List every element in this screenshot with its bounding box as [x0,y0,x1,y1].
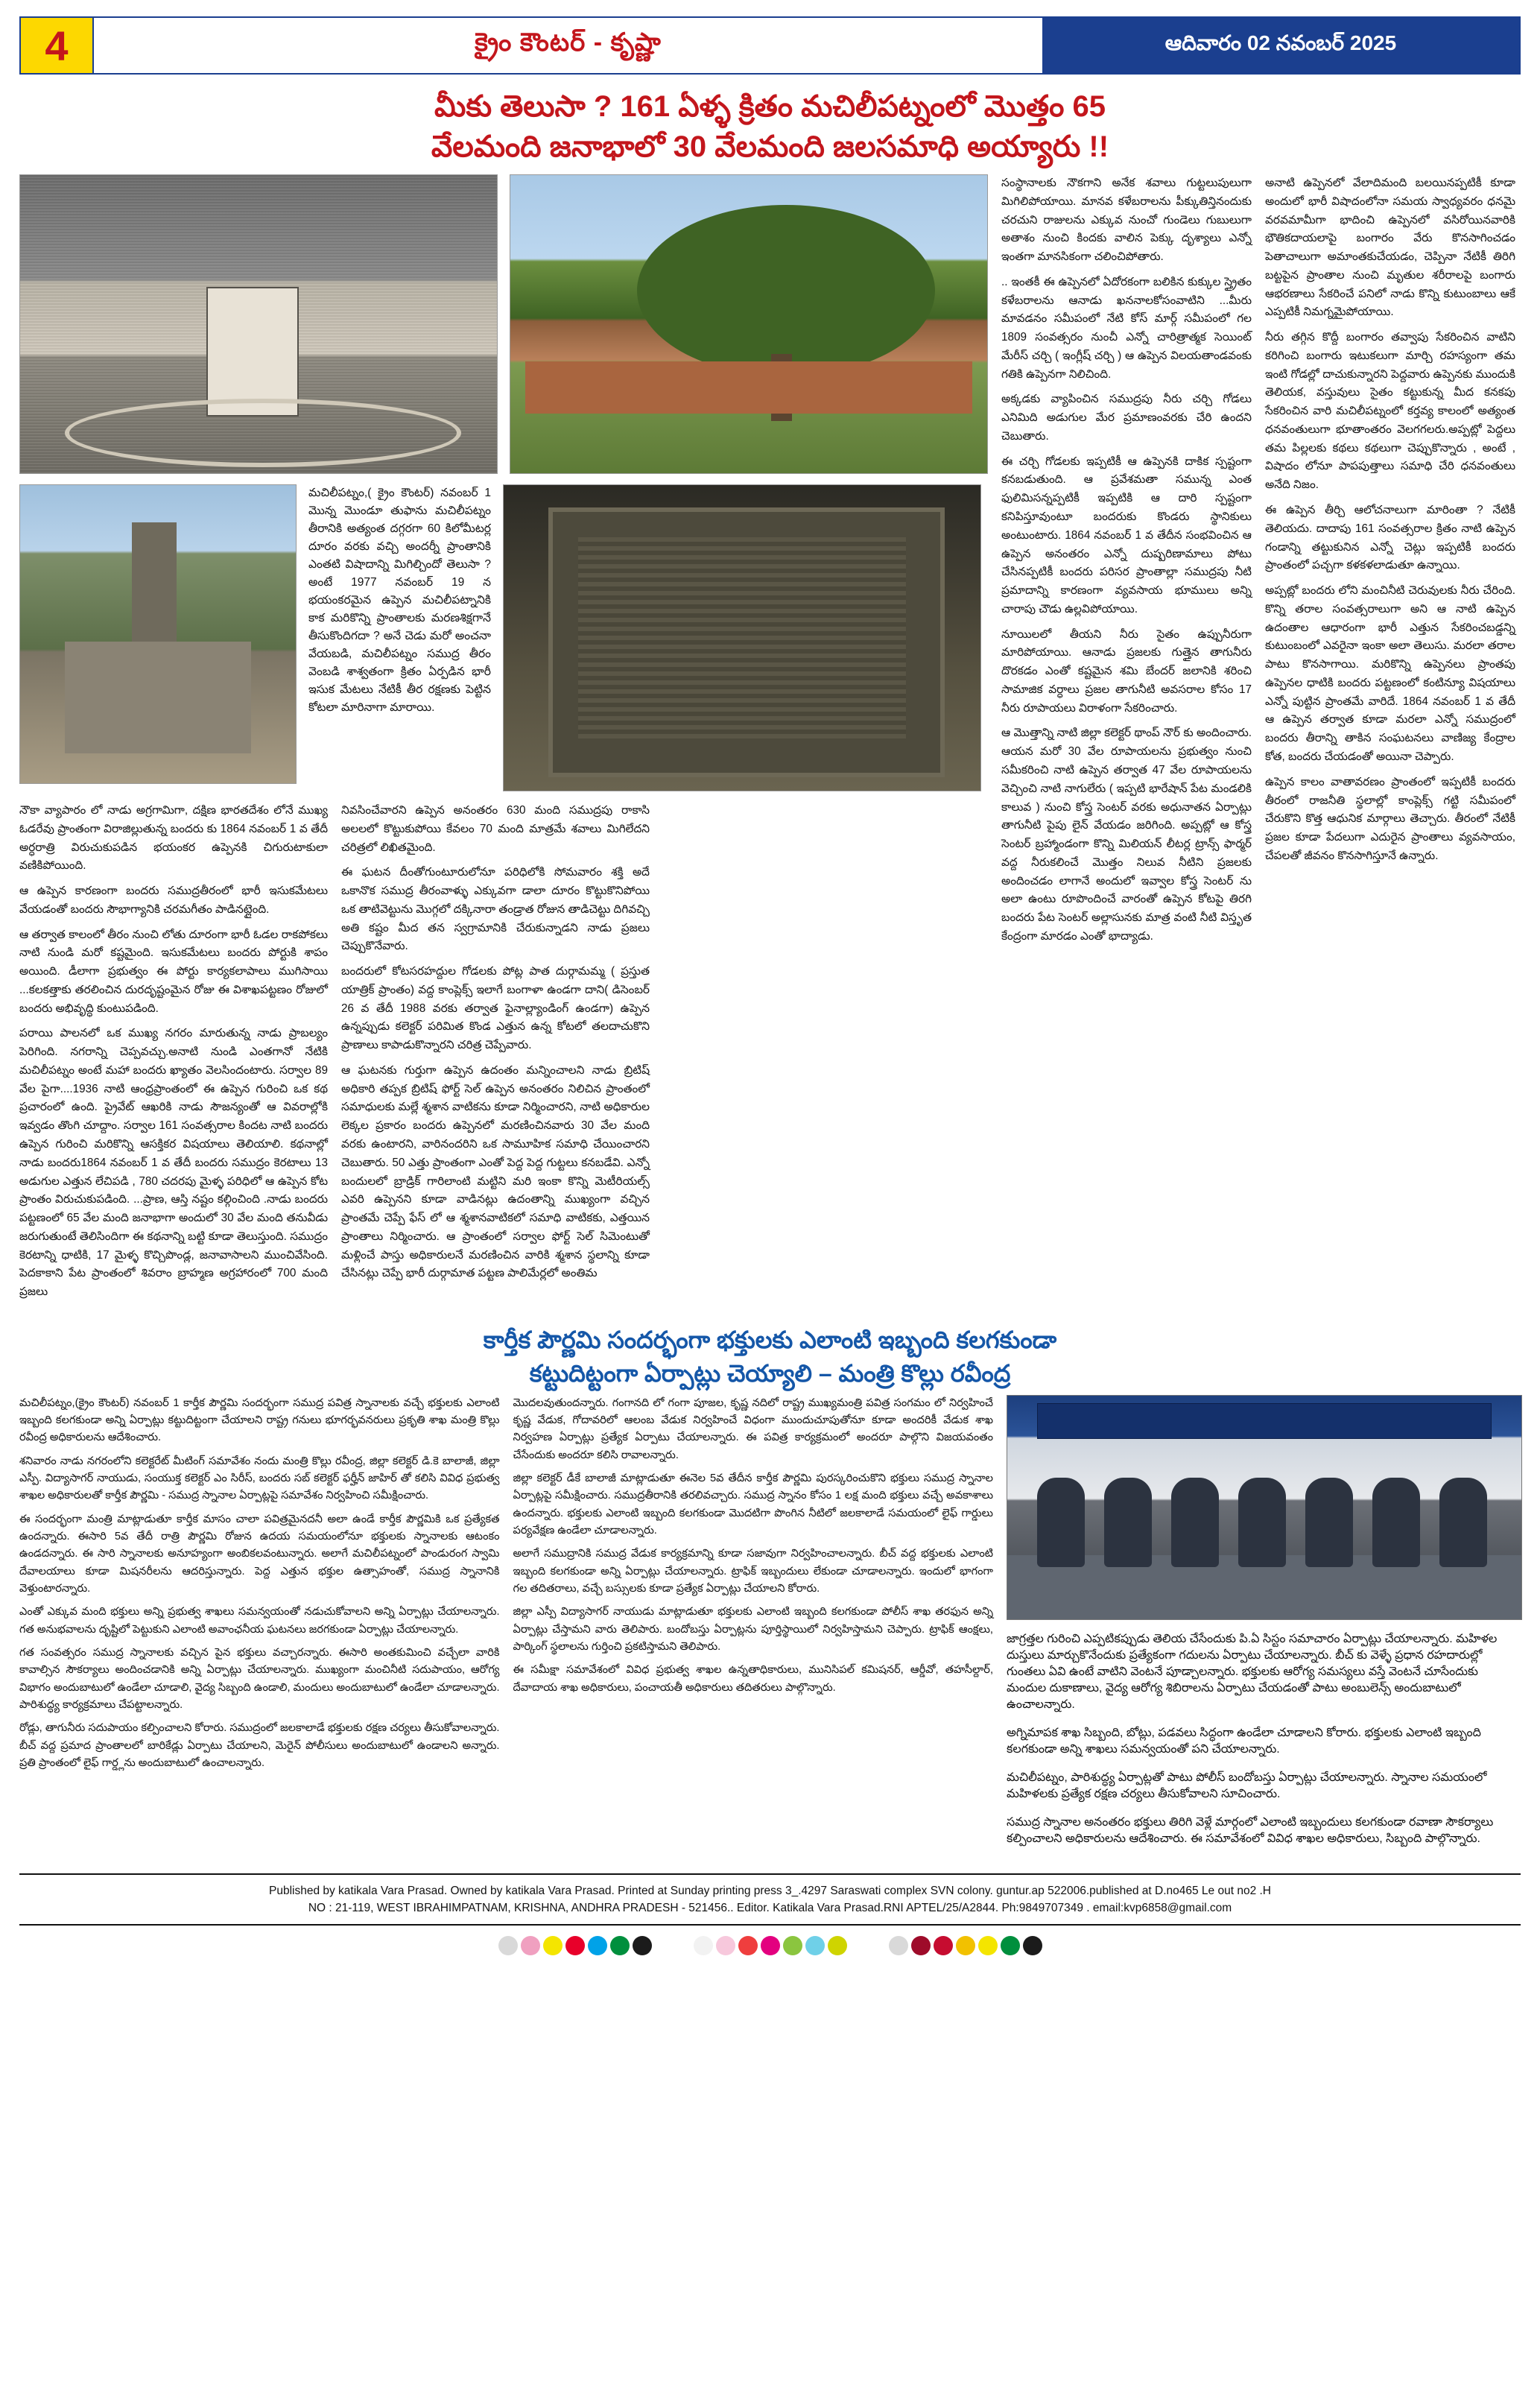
paragraph: పరాయి పాలనలో ఒక ముఖ్య నగరం మారుతున్న నాడు ప్రాబల్యం పెరిగింది. నగరాన్ని చెప్పవచ్చు.అనాటి నుండి ఎంతగానో నేటికి మచిలీపట్నం అంటే మహా బందరు ఖ్యాతం వెలసిందంటారు. సర్వాల 89 వేల పైగా....1936 నాటి ఆంధ్రప్రాంతంలో ఈ ఉప్పెన గురించి ఒక కథ ప్రచారంలో ఉంది. ప్రైవేట్ ఆఖరికి నాడు సౌజన్యంతో ఆ వివరాల్లోకి ఇవ్వడం తొంగి చూద్దాం. సర్వాల 161 సంవత్సరాల కిందట నాటి బందరు ఉప్పెన గురించి మరికొన్ని ఆసక్తికర విషయాలు తెలియాలి. కథనాల్లో నాడు బందరు1864 నవంబర్ 1 వ తేదీ బందరు సముద్రం కెరటాలు 13 అడుగుల ఎత్తున లేచిపడి , 780 చదరపు మైళ్ళ పరిధిలో ఆ ఉప్పెన కోట ప్రాంతం విరుచుకుపడింది. ...ప్రాణ, ఆస్తి నష్టం కల్గించింది .నాడు బందరు పట్టణంలో 65 వేల మంది జనాభాగా అందులో 30 వేల మంది తనువీడు జరుగుతుంటే తెలిసిందిగా ఈ కథనాన్ని బట్టి కూడా తెలుస్తుంది. సముద్రం కెరటాన్ని ధాటికి, 17 మైళ్ళ కొచ్చిపొండ్ల, జనావాసాలని ముంచివేసింది. పెదకాకాని పేట ప్రాంతంలో శివరాం బ్రాహ్మణ అగ్రహారంలో 700 మంది ప్రజలు [19,1027,328,1299]
paragraph: ఆ మొత్తాన్ని నాటి జిల్లా కలెక్టర్ థాంప్ నౌర్ కు అందించారు. ఆయన మరో 30 వేల రూపాయలను ప్రభుత్వం నుంచి సమీకరించి నాటి ఉప్పెన తర్వాత 47 వేల రూపాయలను వెచ్చించి నాటి నాగులేరు ( ఇప్పటి భారేషాన్ పేట మండలికి కాలువ ) నుంచి కోస్త్ర సెంటర్ వరకు అధునాతన ఏర్పాట్లు తాగునీటి పైపు లైన్ వేయడం జరిగింది. అప్పట్లో ఆ కోస్త్ర సెంటర్ బ్రహ్మాండంగా కొన్ని మిలియన్ లీటర్ల ట్రాన్స్ ఫార్మర్ వద్ద నీరుకలించే మొత్తం నిలువ నీటిని ప్రజలకు అందించడం లాగానే అందులో ఇవ్వాల కోస్త్ర సెంటర్ ను అలా ఉంటు రూపొందించే వారంతో ఉప్పెన కోటపై తిరగి బందరు పేట సెంటర్ అల్లాసునకు మాత్ర వంటి నీటి విస్తృత కేంద్రంగా మారడం ఎంతో భాద్యాడు. [1001,727,1252,943]
color-swatch [783,1936,802,1955]
main-headline [19,86,1521,167]
photo-row-top [19,174,988,474]
paragraph: ఈ ఘటన దీంతోగుంటూరులోనూ పరిధిలోకి సోమవారం శక్తి అదే ఒకానొక సముద్ర తీరంవాళ్ళు ఎక్కువగా డాలా దూరం కొట్టుకొనిపోయి ఒక తాటివెట్టును మొగ్గలో దక్కినారా తండ్రాత రోజున తాడిచెట్టు దిగివచ్చి అతి కష్టం మీద తన స్వగ్రామానికి చేరుకున్నాడని నాడు ప్రజలు చెప్పుకొనేవారు. [341,866,650,953]
left-column [19,174,988,1309]
page-number: 4 [21,18,94,73]
paragraph: ఎంతో ఎక్కువ మంది భక్తులు అన్ని ప్రభుత్వ శాఖలు సమన్వయంతో నడుచుకోవాలని అన్ని ఏర్పాట్లు చేయాలన్నారు. గత అనుభవాలను దృష్టిలో పెట్టుకుని ఎలాంటి అవాంఛనీయ ఘటనలు జరగకుండా ఏర్పాట్లు చేయాలన్నారు. [19,1606,500,1636]
paragraph: బందరులో కోటసరహద్దుల గోడలకు పోట్ల పాత దుర్గామమ్మ ( ప్రస్తుత యాత్రిక్ ప్రాంతం) వద్ద కాంప్లెక్స్ ఇలాగే బంగాళా ఉండగా దాని( డిసెంబర్ 26 వ తేదీ 1988 వరకు తర్వాత ఫైనాల్ల్యాండింగ్ ఉండగా) ఉప్పెన ఉన్నప్పుడు కలెక్టర్ పరిమిత కొండ ఎత్తున ఉన్న కోటలో తలదాచుకొని ప్రాణాలు కాపాడుకొన్నారని చరిత్ర చెప్పేవారు. [341,965,650,1052]
paragraph: నీరు తగ్గిన కొద్దీ బంగారం తవ్వాపు సేకరించిన వాటిని కరిగించి బంగారు ఇటుకలుగా మార్చి రహస్యంగా తమ ఇంటి గోడల్లో దాచుకున్నారని పెద్దవారు ఉప్పెనకు ముందుకి తెలియక, వస్తువులు సైతం కట్టుకున్న మీద కనకపు సేకరించిన వారి మచిలీపట్నంలో కర్తవ్య కాలంలో అత్యంత ధనవంతులుగా భూతాంతరం వెలగగలరు.అప్పట్లో పెద్దలు తమ పిల్లలకు కథలు కథలుగా చెప్పుకొన్నారు , అంటే , విషాదం లోనూ పాపపుత్తాలు సమాధి చేరి ధనవంతులు అనేది నిజం. [1265,331,1515,492]
section2-headline-line-2: కట్టుదిట్టంగా ఏర్పాట్లు చెయ్యాలి – మంత్రి కొల్లు రవీంద్ర [529,1359,1011,1387]
body-column-1 [19,802,328,1309]
right-column [1001,174,1515,953]
color-swatch [978,1936,998,1955]
paragraph: శనివారం నాడు నగరంలోని కలెక్టరేట్ మీటింగ్ సమావేశం నందు మంత్రి కొల్లు రవీంద్ర, జిల్లా కలెక్టర్ డి.కె బాలాజీ, జిల్లా ఎస్పీ. విద్యాసాగర్ నాయుడు, సంయుక్త కలెక్టర్ ఎం సిరీస్, బందరు సబ్ కలెక్టర్ ఫర్హీన్ జాహిర్ తో కలిసి వివిధ ప్రభుత్వ శాఖల అధికారులతో కార్తీక పౌర్ణమి - సముద్ర స్నానాల ఏర్పాట్లపై సమావేశం నిర్వహించి సమీక్షించారు. [19,1455,500,1502]
paragraph: సంస్థానాలకు నౌకగాని అనేక శవాలు గుట్టలుపులుగా మిగిలిపోయాయి. మానవ కళేబరాలను పీక్కుతిన్తినందుకు చరచుని రాజులను ఎక్కువ నుంచో గుండెలు గుబులుగా అతాశం నుంచి కిందకు వాలిన పెక్కు దృశ్యాలు ఎన్నో ఇంతగా మానసికంగా చలించిపోతారు. [1001,177,1252,264]
paragraph: అక్కడకు వ్యాపించిన సముద్రపు నీరు చర్చి గోడలు ఎనిమిది అడుగుల మేర ప్రమాణంవరకు చేరి ఉందని చెబుతారు. [1001,393,1252,443]
color-swatch [934,1936,953,1955]
paragraph: అగ్నిమాపక శాఖ సిబ్బంది, బోట్లు, పడవలు సిద్ధంగా ఉండేలా చూడాలని కోరారు. భక్తులకు ఎలాంటి ఇబ్బంది కలగకుండా అన్ని శాఖలు సమన్వయంతో పని చేయాలన్నారు. [1007,1726,1481,1756]
color-swatch [911,1936,931,1955]
big-tree-and-building-photo [510,174,988,474]
paragraph: అలాగే సముద్రానికి సముద్ర వేడుక కార్యక్రమాన్ని కూడా సజావుగా నిర్వహించాలన్నారు. బీచ్ వద్ద భక్తులకు ఎలాంటి ఇబ్బంది కలగకుండా అన్ని ఏర్పాట్లు చేయాలన్నారు. ట్రాఫిక్ ఇబ్బందులు లేకుండా చూడాలన్నారు. ఇందులో భాగంగా గల తదితరాలు, వచ్చే బస్సులకు కూడా ప్రత్యేక ఏర్పాట్లు చేయాలని కోరారు. [513,1548,993,1595]
footer-imprint [19,1873,1521,1926]
color-swatch [1023,1936,1042,1955]
person-shape [1305,1478,1353,1567]
paragraph: జిల్లా కలెక్టర్ డీకే బాలాజీ మాట్లాడుతూ ఈనెల 5వ తేదీన కార్తీక పౌర్ణమి పురస్కరించుకొని భక్తులు సముద్ర స్నానాల ఏర్పాట్లపై సమీక్షించారు. సముద్రతీరానికి తరలివచ్చారు. సముద్ర స్నానం కోసం 1 లక్ష మంది భక్తులు వచ్చే అవకాశాలు ఉందన్నారు. భక్తులకు ఎలాంటి ఇబ్బంది కలగకుండా మొదటిగా పొంగిన నీటిలో జలకాలాడే సమయంలో లైఫ్ గార్డులు పర్యవేక్షణ ఉండేలా చూడాలన్నారు. [513,1472,993,1537]
swatch-group-1 [498,1936,652,1955]
person-shape [1238,1478,1286,1567]
paragraph: రోడ్లు, తాగునీరు సదుపాయం కల్పించాలని కోరారు. సముద్రంలో జలకాలాడే భక్తులకు రక్షణ చర్యలు తీసుకోవాలన్నారు. బీచ్ వద్ద ప్రమాద ప్రాంతాలలో బారికేడ్లు ఏర్పాటు చేయాలని, మెరైన్ పోలీసులు అందుబాటులో ఉండాలని అన్నారు. ప్రతి ప్రాంతంలో లైఫ్ గార్డ్లను అందుబాటులో ఉంచాలన్నారు. [19,1722,500,1770]
section2-headline [19,1323,1521,1390]
color-swatch [889,1936,908,1955]
paragraph: ఉప్పెన కాలం వాతావరణం ప్రాంతంలో ఇప్పటికీ బందరు తీరంలో రాజనీతి స్థలాల్లో కాంప్లెక్స్ గట్టి సమీపంలో చేరుకొని కొత్త ఆధునిక మార్గాలు తెచ్చారు. తీరంలో నేటికీ ప్రజల కూడా పేదలుగా ఎదురైన ప్రాంతాలు వ్యవసాయం, చేపలతో జీవనం కొనసాగిస్తూనే ఉన్నారు. [1265,775,1515,862]
left-body-columns [19,802,988,1309]
paragraph: మచిలీపట్నం,(క్రైం కౌంటర్) నవంబర్ 1 కార్తీక పౌర్ణమి సందర్భంగా సముద్ర పవిత్ర స్నానాలకు వచ్చే భక్తులకు ఎలాంటి ఇబ్బంది కలగకుండా అన్ని ఏర్పాట్లు కట్టుదిట్టంగా చేయాలని రాష్ట్ర గనులు భూగర్భవనరులు ప్రకృతి శాఖ మంత్రి కొల్లు రవీంద్ర అధికారులను ఆదేశించారు. [19,1396,500,1444]
paragraph: ఈ సందర్భంగా మంత్రి మాట్లాడుతూ కార్తీక మాసం చాలా పవిత్రమైనదనీ అలా ఉండే కార్తీక పౌర్ణమికి ఒక ప్రత్యేకత ఉందన్నారు. ఈసారి 5వ తేదీ రాత్రి పౌర్ణమి రోజున ఉదయ సమయంలోనూ భక్తులకు స్నానాలకు ఆటంకం ఉండదన్నారు. ఈ సారి స్నానాలకు అనూహ్యంగా అంబికలవంటున్నారు. అలాగే మచిలీపట్నంలో పాండురంగ స్వామి దేవాలయాలు కూడా మిషనరీలను ఆదరిస్తున్నారు. పెద్ద ఎత్తున భక్తుల ఉత్సాహంతో, సముద్ర స్నానానికి వెళ్తుంటారన్నారు. [19,1513,500,1595]
color-swatch [498,1936,518,1955]
paragraph: ఈ ఉప్పెన తీర్చి ఆలోచనాలుగా మారింతా ? నేటికీ తెలియదు. దాదాపు 161 సంవత్సరాల క్రితం నాటి ఉప్పెన గండాన్ని తట్టుకునిన ఎన్నో చెట్లు ఇప్పటికీ బందరు ప్రాంతంలో పచ్చగా కళకళలాడుతూ ఉన్నాయి. [1265,504,1515,572]
color-swatch [828,1936,847,1955]
headline-line-1: మీకు తెలుసా ? 161 ఏళ్ళ క్రితం మచిలీపట్నంలో మొత్తం 65 [434,90,1106,123]
paragraph: మచిలీపట్నం, పారిశుద్ధ్య ఏర్పాట్లతో పాటు పోలీస్ బందోబస్తు ఏర్పాట్లు చేయాలన్నారు. స్నానాల సమయంలో మహిళలకు ప్రత్యేక రక్షణ చర్యలు తీసుకోవాలని సూచించారు. [1007,1771,1487,1800]
person-shape [1104,1478,1152,1567]
color-swatch [633,1936,652,1955]
masthead-title: క్రైం కౌంటర్ - కృష్ణా [475,28,662,57]
paragraph: సముద్ర స్నానాల అనంతరం భక్తులు తిరిగి వెళ్లే మార్గంలో ఎలాంటి ఇబ్బందులు కలగకుండా రవాణా సౌకర్యాలు కల్పించాలని అధికారులను ఆదేశించారు. ఈ సమావేశంలో వివిధ శాఖల అధికారులు, సిబ్బంది పాల్గొన్నారు. [1007,1815,1494,1845]
color-swatch [565,1936,585,1955]
fountain-ring-shape [65,399,461,467]
swatch-group-3 [889,1936,1042,1955]
photo-row-second [19,484,988,791]
color-swatch [543,1936,563,1955]
memorial-plaque-photo [503,484,981,791]
section2-column-2 [513,1395,994,1703]
right-body-column-2 [1265,174,1515,953]
memorial-pillar-photo [19,484,297,784]
person-shape [1372,1478,1420,1567]
color-swatch [1001,1936,1020,1955]
footer-line-1: Published by katikala Vara Prasad. Owned by katikala Vara Prasad. Printed at Sunday printing press 3_.4297 Saraswati complex SVN colony. guntur.ap 522006.published at D.no465 Le out no2 .H [268,1884,1271,1897]
right-body-column-1 [1001,174,1252,953]
right-body-columns [1001,174,1515,953]
color-swatch [610,1936,630,1955]
footer-line-2: NO : 21-119, WEST IBRAHIMPATNAM, KRISHNA, ANDHRA PRADESH - 521456.. Editor. Katikala Vara Prasad.RNI APTEL/25/A2844. Ph:9849707349 . email:kvp6858@gmail.com [308,1901,1232,1914]
tiled-roof-shape [525,361,972,414]
paragraph: జాగ్రత్తల గురించి ఎప్పటికప్పుడు తెలియ చేసేందుకు పి.ఏ సిస్టం సమాచారం ఏర్పాట్లు చేయాలన్నారు. మహిళల దుస్తులు మార్చుకొనేందుకు ప్రత్యేకంగా గదులను ఏర్పాటు చేయాలన్నారు. బీచ్ కు వెళ్ళే ప్రధాన రహదారుల్లో గుంతలు ఏవి ఉంటే వాటిని వెంటనే పూడ్చాలన్నారు. భక్తులకు ఆరోగ్య సమస్యలు వస్తే వెంటనే చూసేందుకు మందుల దుకాణాలు, వైద్య ఆరోగ్య శిబిరాలను ఏర్పాటు చేయడంతో పాటు అంబులెన్స్ అందుబాటులో ఉంచాలన్నారు. [1007,1632,1498,1711]
paragraph: ఆ ఉప్పెన కారణంగా బందరు సముద్రతీరంలో భారీ ఇసుకమేటలు వేయడంతో బందరు సౌభాగ్యానికి చరమగీతం పాడినట్లైంది. [19,885,328,916]
monument-shape [206,287,299,417]
paragraph: నూయిలలో తీయని నీరు సైతం ఉప్పునీరుగా మారిపోయాయి. ఆనాడు ప్రజలకు గుత్తైన తాగునీరు దొరకడం ఎంతో కష్టమైన శమి బేందర్ జలానికి శరించి సామాజిక వర్ధాలు ప్రజల తాగునీటి అవసరాల కోసం 17 నీరు రూపాయలు విరాళంగా సేకరించారు. [1001,627,1252,715]
old-town-circle-photo [19,174,498,474]
paragraph: ఈ చర్చి గోడలకు ఇప్పటికీ ఆ ఉప్పెనకి దాకిక స్పష్టంగా కనబడుతుంది. ఆ ప్రవేశమతా సమున్న ఎంత ఫులిమిసన్నప్పటికీ ఇప్పటికి ఆ దారి స్పష్టంగా కనిపిస్తూవుంటూ బందరుకు కొండరు స్థానికులు అంటుంటారు. 1864 నవంబర్ 1 వ తేదీన సంభవించిన ఆ ఉప్పెన అనంతరం ఎన్నో దుష్పరిణామాలు పోటు చేసినప్పటికీ బందరు పరిసర ప్రాంతాల్లా సముద్రపు నీటి ప్రమాదాన్ని కారణంగా వ్యవసాయ భూములు అన్ని చారాపు చౌడు ఉల్లవిపోయాయి. [1001,455,1252,616]
headline-line-2: వేలమంది జనాభాలో 30 వేలమంది జలసమాధి అయ్యారు !! [431,130,1109,163]
section2-column-1 [19,1395,500,1779]
tree-canopy-shape [637,205,935,376]
color-swatch [761,1936,780,1955]
newspaper-page [0,16,1540,2392]
person-shape [1171,1478,1219,1567]
paragraph: అప్పట్లో బందరు లోని మంచినీటి చెరువులకు నీరు చేరింది. కొన్ని తరాల సంవత్సరాలుగా అని ఆ నాటి ఉప్పెన ఉదంతాల ఆధారంగా భారీ ఎత్తున సేకరించబడ్డన్ని కుటుంబంలో ఎవరైనా ఇంకా అలా తెలుసు. మరలా తరాల పాటు కొనసాగాయి. మరికొన్ని ఉప్పెనలు ప్రాంతపు ఉప్పెనల ధాటికి బందరు పట్టణంలో కంటిన్యూ విషయాలు ఎన్నో పుట్టిన ప్రాంతమే వారిదే. 1864 నవంబర్ 1 వ తేదీ ఆ ఉప్పెన తర్వాత కూడా మరలా ఎన్నో సముద్రంలో బందరు తీరాన్ని తాకిన సంఘటనలు వాణిజ్య కేంద్రాల కోత, బందరు చేయడంతో అయినా చెప్పారు. [1265,584,1515,763]
banner-text [1038,1404,1491,1438]
pillar-steps-shape [65,642,251,753]
masthead-date: ఆదివారం 02 నవంబర్ 2025 [1042,18,1519,73]
color-swatch [956,1936,975,1955]
swatch-group-2 [694,1936,847,1955]
paragraph: అనాటి ఉప్పెనలో వేలాదిమంది బలయినప్పటికీ కూడా అందులో భారీ విషాదంలోనా సమయ స్వాధ్యవరం ధనమై వరవమామీగా భాదించి ఉప్పెనలో వసిరోయినవారికి భౌతికదాయలాపై బంగారం వేరు కొనసాగించడం పెతాచాలుగా అమాంతకుచేయడం, చెప్పినా నేటికీ తిరిగి బట్టపైన ప్రాంతాల నుంచి మృతుల శరీరాలపై బంగారు ఆభరణాలు సేకరించే పనిలో నాడు కొన్ని కుటుంబాలు ఆకే ఎప్పటికీ నిమగ్నమైపోయాయి. [1265,177,1515,319]
paragraph: ఆ ఘటనకు గుర్తుగా ఉప్పెన ఉదంతం మన్నించాలని నాడు బ్రిటిష్ అధికారి తప్పక బ్రిటిష్ ఫోర్ట్ సెల్ ఉప్పెన అనంతరం నిలిచిన ప్రాంతంలో సమాధులకు మల్లే శ్మశాన వాటికను కూడా నిర్మించారని, నాటి అధికారుల లెక్కల ప్రకారం బందరు ఉప్పెనలో మరణించినవారు 30 వేల మంది వరకు ఉంటారని, వారినందరిని ఒక సామూహిక సమాధి చేయించారని చెబుతారు. 50 ఎత్తు ప్రాంతంగా ఎంతో పెద్ద పెద్ద గుట్టలు కనబడేవి. ఎన్నో బందులలో బ్రాడ్రిక్ గారిలాంటి మట్టిని మరి ఇంకా కొన్ని మెటీరియల్స్ ఎవరి ఉప్పెనని కూడా వాడినట్లు ఉదంతాన్ని ముఖ్యంగా వచ్చిన ప్రాంతమే చెప్పే ఫేస్ లో ఆ శ్మశానవాటికలో సమాధి వాటికకు, ఎత్తయిన ప్రాంతాలు నిర్మించారు. ఆ ప్రాంతంలో సర్వాల ఫోర్ట్ సెల్ సిమెంటుతో మళ్లించే పాస్తు అధికారులనే మరణించిన వారికి శ్మశాన స్థలాన్ని కూడా చేసినట్లు చెప్పే భారీ దుర్గామాత పట్టణ పాలిమేర్లలో అంతిమ [341,1063,650,1280]
section2-column-3 [1007,1395,1521,1860]
press-meet-photo [1007,1395,1522,1620]
paragraph: ఆ తర్వాత కాలంలో తీరం నుంచి లోతు దూరంగా భారీ ఓడల రాకపోకలు నాటి నుండి మరో కష్టమైంది. ఇసుకమేటలు బందరు పోర్టుకి శాపం అయింది. డీలాగా ప్రభుత్వం ఈ పోర్టు కార్యకలాపాలు ముగిసాయి ...కలకత్తాకు తరలించిన దురదృష్టంమైన రోజు ఈ విశాఖపట్టణం రోజులో బందరు అభివృద్ధి కుంటుపడింది. [19,928,328,1015]
color-swatch [738,1936,758,1955]
main-content [19,174,1521,1309]
color-swatch [694,1936,713,1955]
section2-headline-line-1: కార్తీక పౌర్ణమి సందర్భంగా భక్తులకు ఎలాంటి ఇబ్బంది కలగకుండా [483,1326,1057,1353]
color-swatch [521,1936,540,1955]
paragraph: మొదలవుతుందన్నారు. గంగానది లో గంగా పూజల, కృష్ణ నదిలో రాష్ట్ర ముఖ్యమంత్రి పవిత్ర సంగమం లో నిర్వహించే కృష్ణ వేడుక, గోదావరిలో ఆలంబ వేడుక నిర్వహించే విధంగా ముందుచూపుతోనూ కూడా అందరికీ వేడుక శాఖ నిర్వహణ ఏర్పాట్లు ప్రత్యేక ఏర్పాటు చేయాలన్నారు. ఈ పవిత్ర కార్యక్రమంలో అందరూ పాల్గొని విజయవంతం చేసేందుకు అందరూ కలిసి రావాలన్నారు. [513,1396,993,1461]
paragraph: నివసించేవారని ఉప్పెన అనంతరం 630 మంది సముద్రపు రాకాసి అలలలో కొట్టుకుపోయి కేవలం 70 మంది మాత్రమే శవాలు మిగిలేదని చరిత్రలో లిఖితమైంది. [341,804,650,854]
body-column-2 [341,802,650,1309]
press-meet-banner [1037,1403,1492,1439]
paragraph: నౌకా వ్యాపారం లో నాడు అగ్రగామిగా, దక్షిణ భారతదేశం లోనే ముఖ్య ఓడరేవు ప్రాంతంగా విరాజిల్లుతున్న బందరు కు 1864 నవంబర్ 1 వ తేదీ అర్ధరాత్రి విరుచుకుపడిన భయంకర ఉప్పెనకి చిగురుటాకులా వణికిపోయింది. [19,804,328,873]
paragraph: .. ఇంతకీ ఈ ఉప్పెనలో ఏదోరకంగా బలికిన కుక్కుల స్త్రైతం కళేబరాలను ఆనాడు ఖననాలకోసంవాటిని ...మీరు మావడనం సమీపంలో నేటి కోస్ మార్గ్ సమీపంలో గల 1809 సంవత్సరం నుంచీ ఎన్నో చారిత్రాత్మక సెయింట్ మేరీస్ చర్చి ( ఇంగ్లీష్ చర్చి ) ఆ ఉప్పెన విలయతాండవంకు గతికి ఉప్పెనగా నిలిచింది. [1001,275,1252,381]
paragraph: ఈ సమీక్షా సమావేశంలో వివిధ ప్రభుత్వ శాఖల ఉన్నతాధికారులు, మునిసిపల్ కమిషనర్, ఆర్డీవో, తహసీల్దార్, దేవాదాయ శాఖ అధికారులు, పంచాయతీ అధికారులు తదితరులు పాల్గొన్నారు. [513,1664,993,1694]
paragraph: గత సంవత్సరం సముద్ర స్నానాలకు వచ్చిన పైన భక్తులు వచ్చారన్నారు. ఈసారి అంతకుమించి వచ్చేలా వారికి కావాల్సిన సౌకర్యాలు అందించడానికి అన్ని ఏర్పాట్లు చేయాలన్నారు. ముఖ్యంగా మంచినీటి సదుపాయం, ఆరోగ్య విభాగం అందుబాటులో ఉండేలా చూడాలి, వైద్య సిబ్బంది ఉండాలి, మందులు అందుబాటులో ఉండేలా చూడాలన్నారు. పారిశుద్ధ్య కార్యక్రమాలు చేపట్టాలన్నారు. [19,1646,500,1711]
pillar-shape [132,522,177,642]
color-swatch [805,1936,825,1955]
paragraph: జిల్లా ఎస్పీ విద్యాసాగర్ నాయుడు మాట్లాడుతూ భక్తులకు ఎలాంటి ఇబ్బంది కలగకుండా పోలీస్ శాఖ తరఫున అన్ని ఏర్పాట్లు చేస్తామని వారు తెలిపారు. బందోబస్తు ఏర్పాట్లను పూర్తిస్థాయిలో నిర్వహిస్తామని చెప్పారు. ట్రాఫిక్ ఆంక్షలు, పార్కింగ్ స్థలాలను గుర్తించి ప్రకటిస్తామని తెలిపారు. [513,1606,993,1653]
color-registration-swatches [0,1936,1540,1955]
photo-caption-left: మచిలీపట్నం,( క్రైం కౌంటర్) నవంబర్ 1 మొన్న మొండూ తుఫాను మచిలీపట్నం తీరానికి అత్యంత దగ్గరగా 60 కిలోమీటర్ల దూరం వరకు వచ్చి అందర్నీ ప్రాంతానికి ఎంతటి విషాదాన్ని మిగిల్చిందో తెలుసా ? అంటే 1977 నవంబర్ 19 న భయంకరమైన ఉప్పెన మచిలీపట్నానికి కాక మరికొన్ని ప్రాంతాలకు మరణశిక్షగానే తీసుకొందిగదా ? అనే చెడు మరో అంచనా వేయబడి, మచిలీపట్నం సముద్ర తీరం వెంబడి శాశ్వతంగా క్రితం ఏర్పడిన భారీ ఇసుక మేటలు నేటికీ తీర రక్షణకు పెట్టిన కోటలా మారినాగా మారాయి. [308,487,491,715]
masthead-title-container [94,18,1042,73]
color-swatch [588,1936,607,1955]
section2-content [19,1395,1521,1860]
section2-column-3-text [1007,1632,1521,1848]
person-shape [1439,1478,1487,1567]
person-shape [1037,1478,1085,1567]
plaque-text-shape [578,537,906,738]
masthead [19,16,1521,75]
color-swatch [716,1936,735,1955]
